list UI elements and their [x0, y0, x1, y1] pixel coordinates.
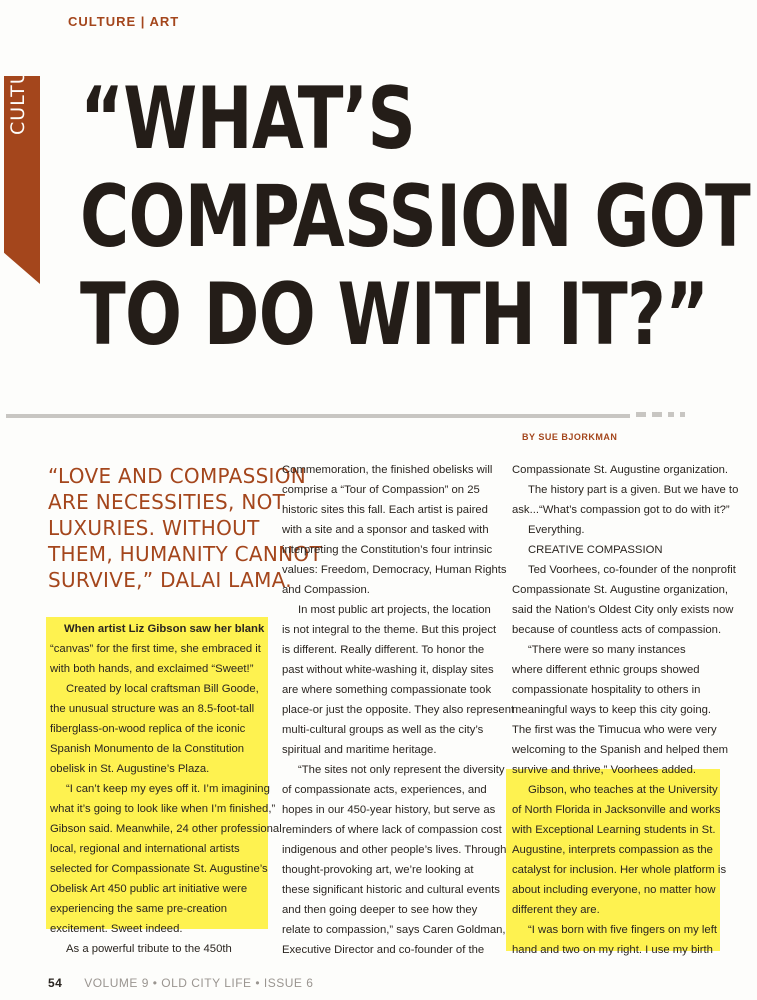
pull-quote-line: ARE NECESSITIES, NOT	[48, 490, 286, 514]
paragraph-line: because of countless acts of compassion.	[512, 624, 722, 636]
paragraph-line: is not integral to the theme. But this project	[282, 624, 497, 636]
headline-line: TO DO WITH IT?”	[80, 265, 709, 365]
pull-quote	[48, 463, 322, 593]
paragraph-line: and then going deeper to see how they	[282, 904, 478, 916]
paragraph-line: local, regional and international artists	[50, 843, 240, 855]
paragraph-line: Augustine, interprets compassion as the	[512, 844, 713, 856]
paragraph-line: As a powerful tribute to the 450th	[66, 943, 232, 955]
paragraph-line: said the Nation’s Oldest City only exists now	[512, 604, 734, 616]
column-2	[282, 460, 515, 960]
paragraph-line: welcoming to the Spanish and helped them	[512, 744, 729, 756]
column-1	[50, 619, 282, 959]
column-3	[512, 460, 739, 960]
paragraph-line: Commemoration, the finished obelisks will	[282, 464, 493, 476]
paragraph-line: indigenous and other people’s lives. Through	[282, 844, 507, 856]
paragraph-line: hopes in our 450-year history, but serve as	[282, 804, 496, 816]
divider-dash	[652, 412, 662, 417]
paragraph-line: Gibson, who teaches at the University	[528, 784, 718, 796]
paragraph-line: hand and two on my right. I use my birth	[512, 944, 713, 956]
paragraph-line: historic sites this fall. Each artist is paired	[282, 504, 488, 516]
paragraph-line: of compassionate acts, experiences, and	[282, 784, 487, 796]
paragraph-line: ask...“What’s compassion got to do with it?”	[512, 504, 730, 516]
paragraph-line: Everything.	[528, 524, 585, 536]
paragraph-line: “I was born with five fingers on my left	[528, 924, 717, 936]
paragraph-line: what it’s going to look like when I’m finished,”	[50, 803, 276, 815]
paragraph-line: Ted Voorhees, co-founder of the nonprofit	[528, 564, 736, 576]
pull-quote-line: LUXURIES. WITHOUT	[48, 516, 260, 540]
paragraph-line: spiritual and maritime heritage.	[282, 744, 437, 756]
paragraph-line: The first was the Timucua who were very	[512, 724, 717, 736]
side-tab-label: CULTURE	[7, 42, 29, 135]
paragraph-line: Spanish Monumento de la Constitution	[50, 743, 245, 755]
paragraph-line: catalyst for inclusion. Her whole platform is	[512, 864, 727, 876]
paragraph-line: comprise a “Tour of Compassion” on 25	[282, 484, 480, 496]
paragraph-line: are where something compassionate took	[282, 684, 492, 696]
paragraph-line: relate to compassion,” says Caren Goldman,	[282, 924, 506, 936]
pull-quote-line: “LOVE AND COMPASSION	[48, 464, 307, 488]
paragraph-line: about including everyone, no matter how	[512, 884, 716, 896]
paragraph-line: “There were so many instances	[528, 644, 686, 656]
pull-quote-line: THEM, HUMANITY CANNOT	[48, 542, 322, 566]
divider-dash	[680, 412, 685, 417]
paragraph-line: When artist Liz Gibson saw her blank	[64, 623, 265, 635]
paragraph-line: “I can’t keep my eyes off it. I’m imagining	[66, 783, 270, 795]
paragraph-line: multi-cultural groups as well as the city’s	[282, 724, 484, 736]
paragraph-line: different they are.	[512, 904, 600, 916]
pull-quote-line: SURVIVE,” DALAI LAMA.	[48, 568, 292, 592]
divider-dash	[636, 412, 646, 417]
paragraph-line: with both hands, and exclaimed “Sweet!”	[50, 663, 254, 675]
paragraph-line: experiencing the same pre-creation	[50, 903, 228, 915]
paragraph-line: with Exceptional Learning students in St.	[512, 824, 716, 836]
paragraph-line: of North Florida in Jacksonville and works	[512, 804, 721, 816]
paragraph-line: meaningful ways to keep this city going.	[512, 704, 712, 716]
paragraph-line: these significant historic and cultural events	[282, 884, 500, 896]
paragraph-line: Created by local craftsman Bill Goode,	[66, 683, 259, 695]
headline	[80, 69, 750, 365]
paragraph-line: with a site and a sponsor and tasked with	[282, 524, 489, 536]
paragraph-line: Gibson said. Meanwhile, 24 other professional	[50, 823, 282, 835]
divider-rule	[6, 414, 630, 418]
paragraph-line: survive and thrive,” Voorhees added.	[512, 764, 696, 776]
paragraph-line: obelisk in St. Augustine’s Plaza.	[50, 763, 210, 775]
paragraph-line: “canvas” for the first time, she embraced it	[50, 643, 261, 655]
paragraph-line: thought-provoking art, we’re looking at	[282, 864, 474, 876]
paragraph-line: selected for Compassionate St. Augustine’s	[50, 863, 268, 875]
paragraph-line: reminders of where lack of compassion cost	[282, 824, 502, 836]
paragraph-line: the unusual structure was an 8.5-foot-tall	[50, 703, 255, 715]
paragraph-line: interpreting the Constitution’s four intrinsic	[282, 544, 493, 556]
page-footer	[48, 976, 313, 990]
paragraph-line: compassionate hospitality to others in	[512, 684, 701, 696]
paragraph-line: Obelisk Art 450 public art initiative were	[50, 883, 248, 895]
paragraph-line: values: Freedom, Democracy, Human Rights	[282, 564, 507, 576]
paragraph-line: Executive Director and co-founder of the	[282, 944, 485, 956]
paragraph-line: Compassionate St. Augustine organization.	[512, 464, 729, 476]
paragraph-line: “The sites not only represent the diversity	[298, 764, 505, 776]
byline: BY SUE BJORKMAN	[522, 432, 618, 442]
paragraph-line: is different. Really different. To honor the	[282, 644, 485, 656]
paragraph-line: and Compassion.	[282, 584, 370, 596]
footer-publication: VOLUME 9 • OLD CITY LIFE • ISSUE 6	[84, 976, 314, 990]
page-number: 54	[48, 976, 63, 990]
section-label: CULTURE | ART	[68, 14, 180, 29]
paragraph-line: Compassionate St. Augustine organization,	[512, 584, 729, 596]
paragraph-line: past without white-washing it, display sites	[282, 664, 494, 676]
paragraph-line: place-or just the opposite. They also represent	[282, 704, 515, 716]
paragraph-line: In most public art projects, the location	[298, 604, 491, 616]
subheading: CREATIVE COMPASSION	[528, 544, 663, 556]
paragraph-line: fiberglass-on-wood replica of the iconic	[50, 723, 246, 735]
headline-line: “WHAT’S	[80, 69, 416, 169]
paragraph-line: where different ethnic groups showed	[512, 664, 700, 676]
headline-line: COMPASSION GOT	[80, 167, 750, 267]
paragraph-line: excitement. Sweet indeed.	[50, 923, 183, 935]
divider-dash	[668, 412, 674, 417]
paragraph-line: The history part is a given. But we have to	[528, 484, 739, 496]
